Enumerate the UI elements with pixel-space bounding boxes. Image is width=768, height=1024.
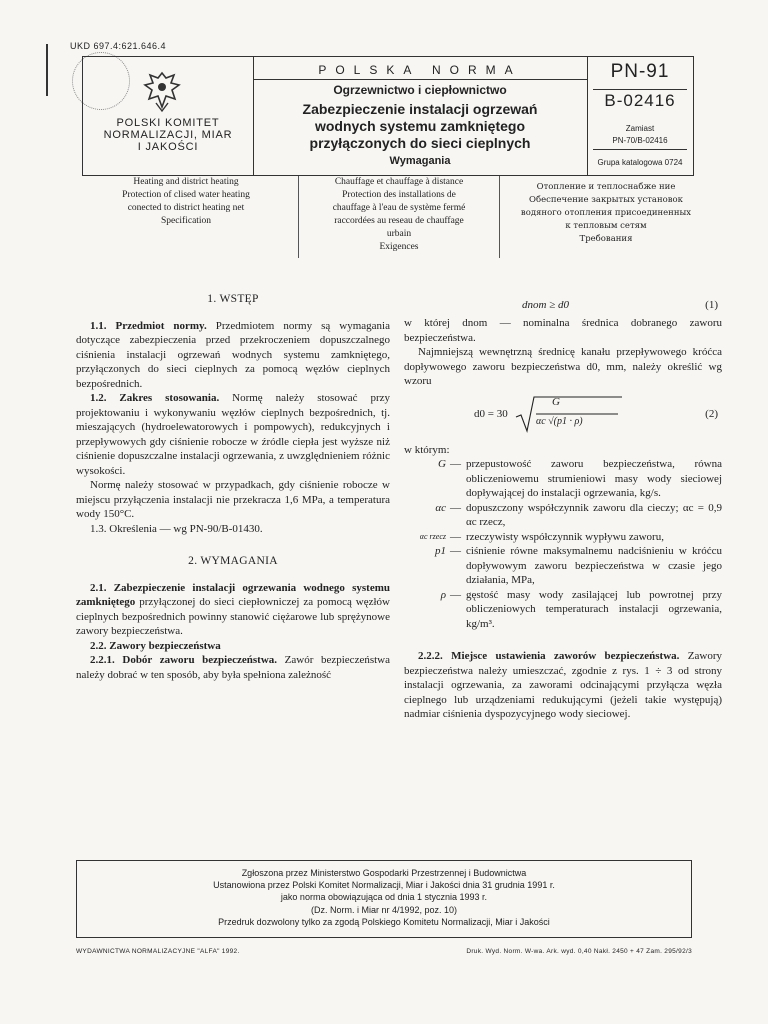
number-cell bbox=[587, 57, 693, 175]
equation-2: d0 = 30 G αc √(p1 · ρ) (2) bbox=[404, 395, 722, 435]
publisher-line bbox=[76, 948, 692, 955]
paragraph: 2.2.1. Dobór zaworu bezpieczeństwa. Zawór bezpieczeństwa należy dobrać w ten sposób, aby była spełniona zależność bbox=[76, 654, 390, 681]
paragraph: 1.1. Przedmiot normy. Przedmiotem normy są wymagania dotyczące zabezpieczenia przed przekroczeniem dopuszczalnego ciśnienia instalacji ogrzewań wodnych systemu zamkniętego, przyłączonych do sieci cieplnych za pomocą węzłów cieplnych bezpośrednich. bbox=[76, 319, 390, 390]
divider bbox=[253, 79, 587, 80]
paragraph: w której dnom — nominalna średnica dobranego zaworu bezpieczeństwa. bbox=[404, 317, 722, 344]
udc-number: UKD 697.4:621.646.4 bbox=[70, 41, 167, 51]
committee-name: POLSKI KOMITET NORMALIZACJI, MIAR I JAKOŚCI bbox=[103, 117, 233, 153]
approval-box: Zgłoszona przez Ministerstwo Gospodarki Przestrzennej i Budownictwa Ustanowiona przez Polski Komitet Normalizacji, Miar i Jakości dnia 31 grudnia 1991 r. jako norma obowiązująca od dnia 1 stycznia 1993 r. (Dz. Norm. i Miar nr 4/1992, poz. 10) Przedruk dozwolony tylko za zgodą Polskiego Komitetu Normalizacji, Miar i Jakości bbox=[76, 860, 692, 938]
paragraph: 2.1. Zabezpieczenie instalacji ogrzewania wodnego systemu zamkniętego przyłączonej do sieci ciepłowniczej za pomocą węzłów cieplnych bezpośrednich powinny stanowić ciężarowe lub sprężynowe zawory bezpieczeństwa. bbox=[76, 581, 390, 637]
pn-number: PN-91 bbox=[610, 61, 670, 82]
margin-mark bbox=[46, 44, 48, 96]
replaces-note: Zamiast PN-70/B-02416 bbox=[612, 124, 668, 145]
symbol-definitions bbox=[404, 457, 722, 631]
equation-1: dnom ≥ d0 (1) bbox=[522, 299, 718, 311]
standard-header bbox=[82, 56, 694, 176]
requirements-label: Wymagania bbox=[389, 155, 451, 167]
publisher-name: WYDAWNICTWA NORMALIZACYJNE "ALFA" 1992. bbox=[76, 948, 240, 955]
polska-norma-label: POLSKA NORMA bbox=[318, 63, 522, 77]
subsection-heading: 2.2. Zawory bezpieczeństwa bbox=[90, 639, 221, 652]
divider bbox=[593, 149, 687, 150]
title-cell bbox=[253, 57, 588, 175]
paragraph: 2.2.2. Miejsce ustawienia zaworów bezpieczeństwa. Zawory bezpieczeństwa należy umieszczać, zgodnie z rys. 1 ÷ 3 od strony instalacji ogrzewania, za zaworami odcinającymi przyłącza węzła cieplnego lub urządzeniami redukującymi (jeżeli takie występują) nadmiar ciśnienia dyspozycyjnego wody sieciowej. bbox=[404, 650, 722, 720]
section-heading: 1. WSTĘP bbox=[207, 293, 259, 305]
definition-item: αc — dopuszczony współczynnik zaworu dla cieczy; αc = 0,9 αc rzecz, bbox=[435, 501, 722, 528]
category-label: Ogrzewnictwo i ciepłownictwo bbox=[333, 83, 507, 97]
translation-en: Heating and district heating Protection of clised water heating conected to district heating net Specification bbox=[122, 177, 250, 226]
committee-cell bbox=[83, 57, 254, 175]
right-column bbox=[404, 298, 722, 722]
translation-fr: Chauffage et chauffage à distance Protection des installations de chauffage à l'eau de système fermé raccordées au reseau de chauffage urbain Exigences bbox=[298, 176, 500, 258]
paragraph: 1.3. Określenia — wg PN-90/B-01430. bbox=[90, 522, 263, 535]
translation-ru: Отопление и теплоснабже ние Обеспечение закрытых установок водяного отопления присоединенных к тепловым сетям Требования bbox=[520, 182, 692, 244]
divider bbox=[593, 89, 687, 90]
definition-item: p1 — ciśnienie równe maksymalnemu nadciśnieniu w króćcu dopływowym zaworu bezpieczeństwa w czasie jego działania, MPa, bbox=[435, 545, 722, 586]
left-column bbox=[76, 292, 390, 682]
paragraph: Najmniejszą wewnętrzną średnicę kanału przepływowego króćca dopływowego zaworu bezpieczeństwa d0, mm, należy określić wg wzoru bbox=[404, 346, 722, 387]
definition-item: αc rzecz — rzeczywisty współczynnik wypływu zaworu, bbox=[419, 530, 664, 543]
eagle-emblem-icon bbox=[141, 69, 183, 113]
paragraph: 1.2. Zakres stosowania. Normę należy stosować przy projektowaniu i wykonywaniu węzłów cieplnych bezpośrednich, tj. mieszających (hydroelewatorowych i pompowych), redukcyjnych i przepływowych gdy ciśnienie robocze w źródle ciepła jest wyższe niż ciśnienie dopuszczalne instalacji ogrzewania, z uwzględnieniem różnic wysokości. bbox=[76, 392, 390, 477]
catalog-group: Grupa katalogowa 0724 bbox=[597, 158, 683, 167]
print-info: Druk. Wyd. Norm. W-wa. Ark. wyd. 0,40 Nakł. 2450 + 47 Zam. 295/92/3 bbox=[466, 948, 692, 955]
paragraph: w którym: bbox=[404, 443, 450, 456]
paragraph: Normę należy stosować w przypadkach, gdy ciśnienie robocze w miejscu przyłączenia instalacji nie przekracza 1,6 MPa, a temperatura wody 150°C. bbox=[76, 479, 390, 520]
definition-item: G — przepustowość zaworu bezpieczeństwa, równa obliczeniowemu strumieniowi masy wody sieciowej dopływającej do instalacji ogrzewania, kg/s. bbox=[438, 458, 722, 499]
section-heading: 2. WYMAGANIA bbox=[188, 555, 278, 567]
definition-item: ρ — gęstość masy wody zasilającej lub powrotnej przy obliczeniowych temperaturach instalacji ogrzewania, kg/m³. bbox=[440, 588, 722, 630]
standard-code: B-02416 bbox=[604, 91, 676, 110]
standard-title: Zabezpieczenie instalacji ogrzewań wodnych systemu zamkniętego przyłączonych do sieci cieplnych bbox=[302, 101, 538, 151]
